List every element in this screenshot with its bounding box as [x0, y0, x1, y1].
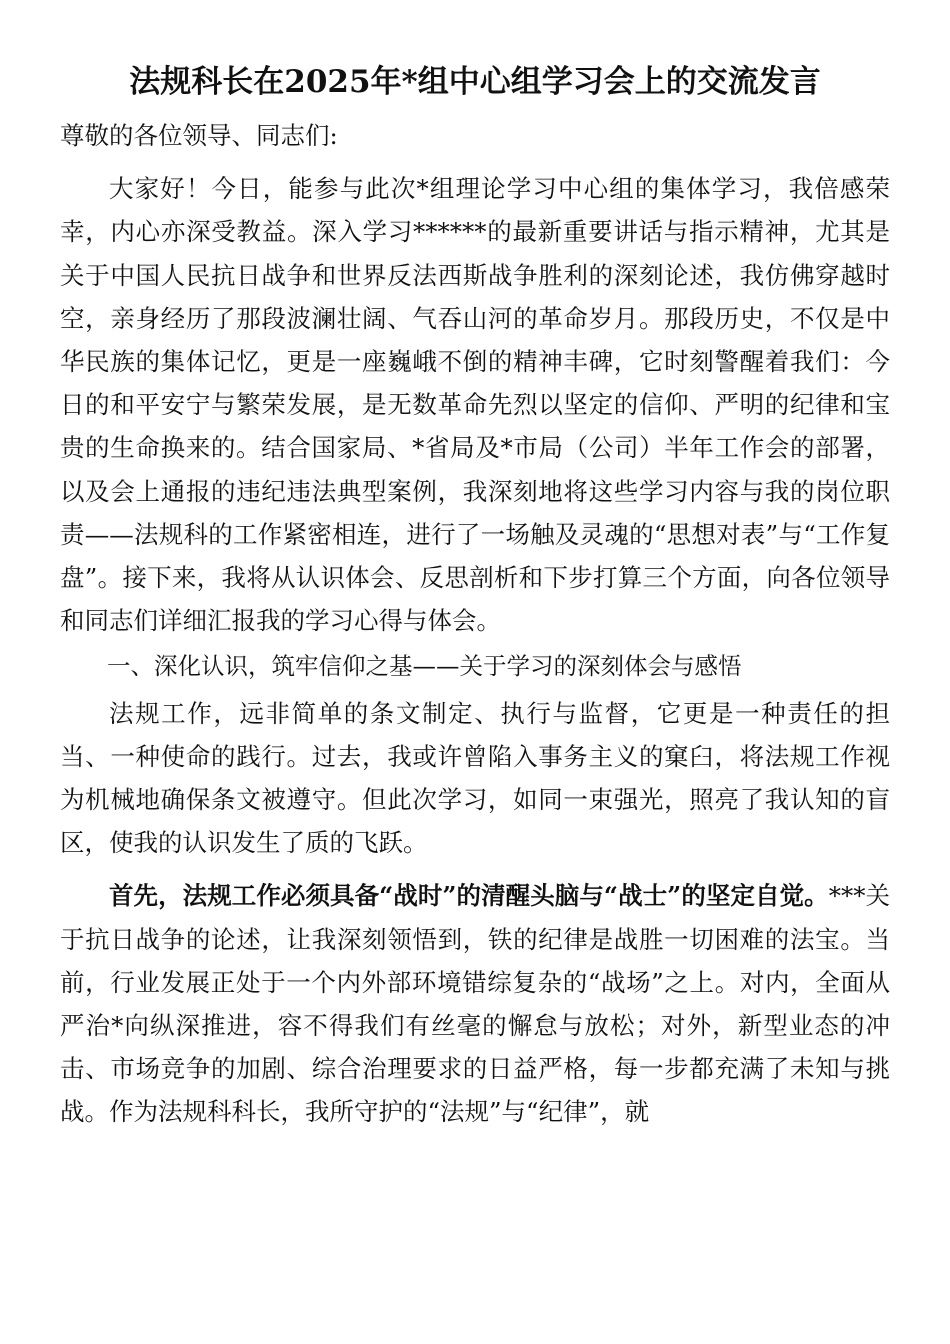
salutation: 尊敬的各位领导、同志们: [60, 121, 338, 150]
document-title: 法规科长在2025年*组中心组学习会上的交流发言 [129, 64, 821, 100]
paragraph-first-point [60, 874, 890, 1133]
paragraph-understanding: 法规工作，远非简单的条文制定、执行与监督，它更是一种责任的担当、一种使命的践行。过去，我或许曾陷入事务主义的窠臼，将法规工作视为机械地确保条文被遵守。但此次学习，如同一束强光，照亮了我认知的盲区，使我的认识发生了质的飞跃。 [60, 698, 890, 858]
paragraph-introduction: 大家好！今日，能参与此次*组理论学习中心组的集体学习，我倍感荣幸，内心亦深受教益。深入学习******的最新重要讲话与指示精神，尤其是关于中国人民抗日战争和世界反法西斯战争胜利的深刻论述，我仿佛穿越时空，亲身经历了那段波澜壮阔、气吞山河的革命岁月。那段历史，不仅是中华民族的集体记忆，更是一座巍峨不倒的精神丰碑，它时刻警醒着我们：今日的和平安宁与繁荣发展，是无数革命先烈以坚定的信仰、严明的纪律和宝贵的生命换来的。结合国家局、*省局及*市局（公司）半年工作会的部署，以及会上通报的违纪违法典型案例，我深刻地将这些学习内容与我的岗位职责——法规科的工作紧密相连，进行了一场触及灵魂的“思想对表”与“工作复盘”。接下来，我将从认识体会、反思剖析和下步打算三个方面，向各位领导和同志们详细汇报我的学习心得与体会。 [60, 174, 890, 636]
first-point-lead: 首先，法规工作必须具备“战时”的清醒头脑与“战士”的坚定自觉。 [109, 881, 829, 911]
document-body [60, 114, 890, 1134]
first-point-body: ***关于抗日战争的论述，让我深刻领悟到，铁的纪律是战胜一切困难的法宝。当前，行业发展正处于一个内外部环境错综复杂的“战场”之上。对内，全面从严治*向纵深推进，容不得我们有丝毫的懈怠与放松；对外，新型业态的冲击、市场竞争的加剧、综合治理要求的日益严格，每一步都充满了未知与挑战。作为法规科科长，我所守护的“法规”与“纪律”，就 [60, 881, 890, 1127]
section-heading-1: 一、深化认识，筑牢信仰之基——关于学习的深刻体会与感悟 [107, 652, 742, 681]
